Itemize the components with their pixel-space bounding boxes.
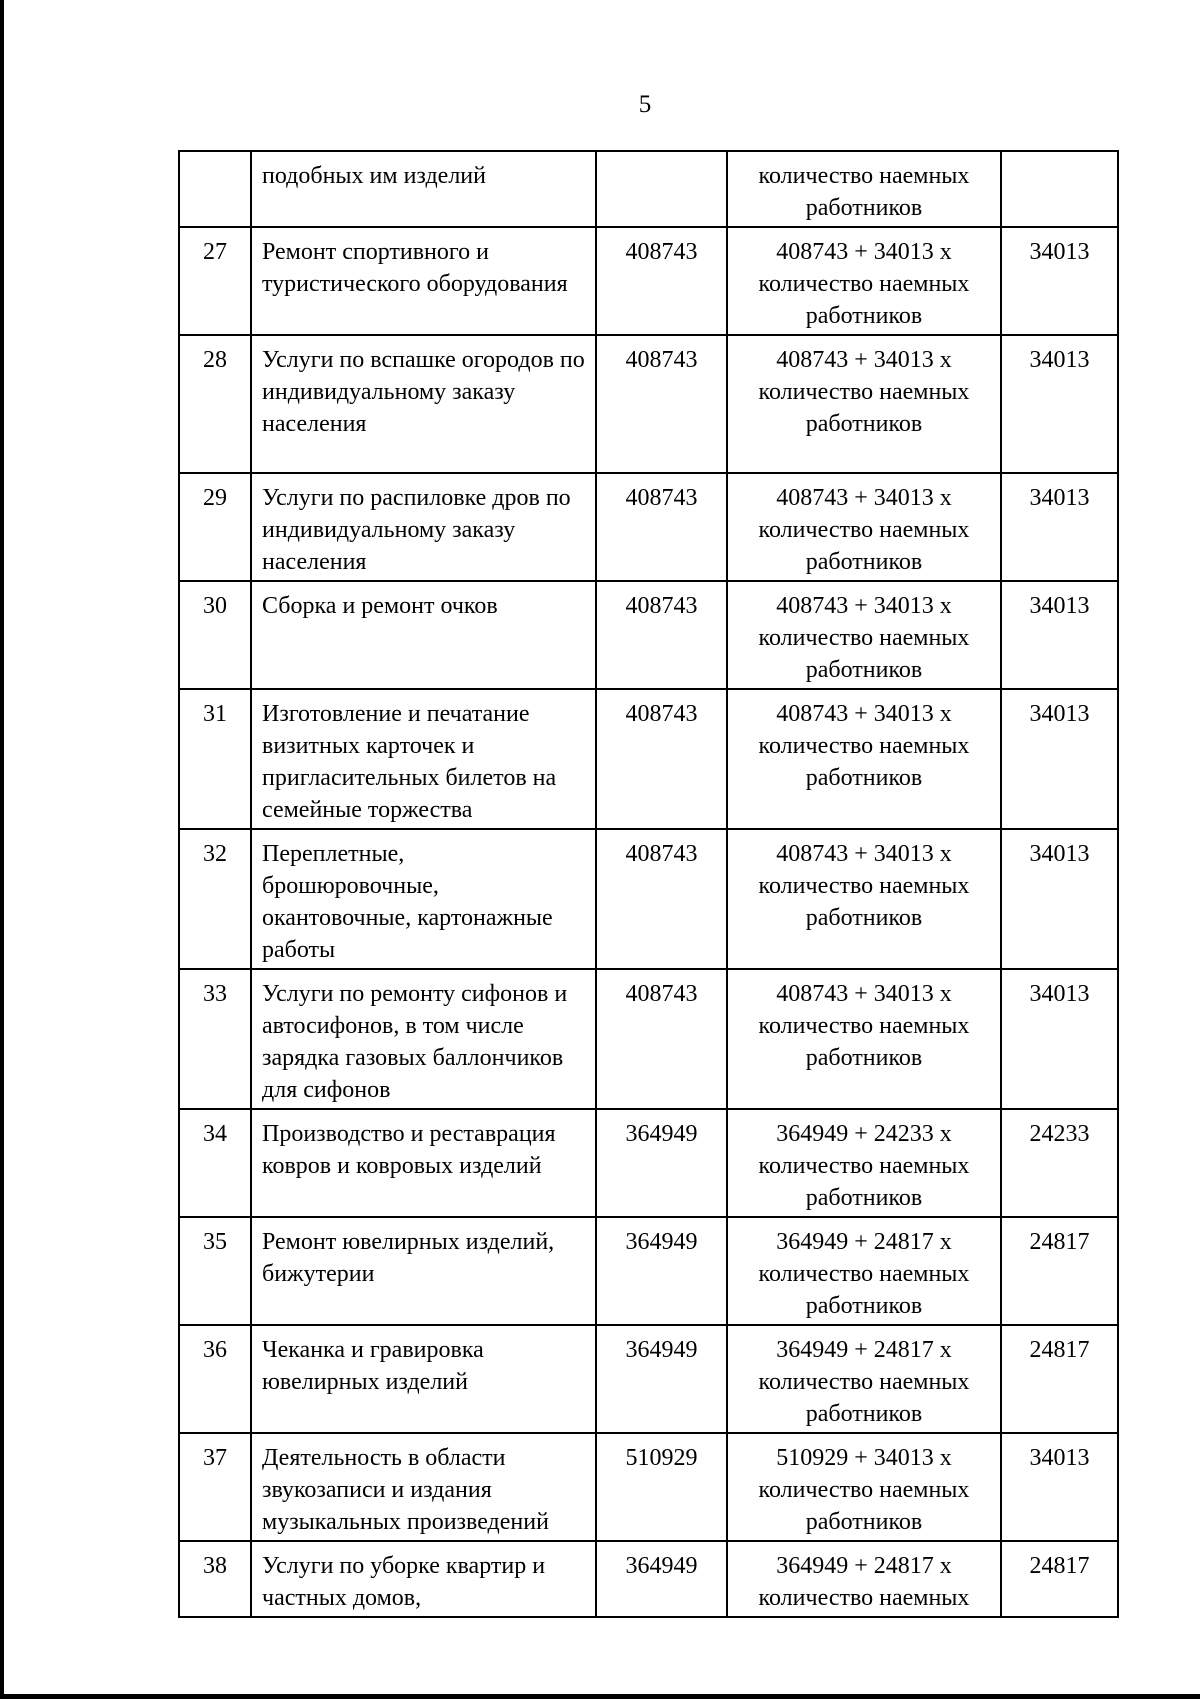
per-worker-amount: 34013 (1001, 689, 1118, 829)
row-number: 35 (179, 1217, 251, 1325)
activity-name: Услуги по ремонту сифонов и автосифонов, в том числе зарядка газовых баллончиков для сифонов (251, 969, 596, 1109)
base-amount (596, 151, 727, 227)
activity-name: подобных им изделий (251, 151, 596, 227)
activity-name: Деятельность в области звукозаписи и издания музыкальных произведений (251, 1433, 596, 1541)
per-worker-amount: 24233 (1001, 1109, 1118, 1217)
row-number: 36 (179, 1325, 251, 1433)
base-amount: 408743 (596, 473, 727, 581)
row-number: 31 (179, 689, 251, 829)
table-row (179, 227, 1118, 335)
base-amount: 364949 (596, 1541, 727, 1617)
formula: 408743 + 34013 х количество наемных работников (727, 969, 1001, 1109)
table-row (179, 473, 1118, 581)
per-worker-amount: 24817 (1001, 1325, 1118, 1433)
activity-name: Производство и реставрация ковров и ковровых изделий (251, 1109, 596, 1217)
table-row (179, 1217, 1118, 1325)
per-worker-amount: 34013 (1001, 829, 1118, 969)
per-worker-amount: 24817 (1001, 1217, 1118, 1325)
row-number: 29 (179, 473, 251, 581)
base-amount: 408743 (596, 969, 727, 1109)
table-row (179, 829, 1118, 969)
base-amount: 408743 (596, 829, 727, 969)
activity-name: Ремонт спортивного и туристического оборудования (251, 227, 596, 335)
table-row (179, 1325, 1118, 1433)
formula: 364949 + 24817 х количество наемных работников (727, 1217, 1001, 1325)
formula: 510929 + 34013 х количество наемных работников (727, 1433, 1001, 1541)
formula: 364949 + 24817 х количество наемных работников (727, 1325, 1001, 1433)
formula: 408743 + 34013 х количество наемных работников (727, 581, 1001, 689)
table-row (179, 581, 1118, 689)
base-amount: 510929 (596, 1433, 727, 1541)
table-row (179, 969, 1118, 1109)
row-number: 30 (179, 581, 251, 689)
table-row (179, 335, 1118, 473)
formula: 408743 + 34013 х количество наемных работников (727, 227, 1001, 335)
formula: 364949 + 24817 х количество наемных (727, 1541, 1001, 1617)
activity-name: Переплетные, брошюровочные, окантовочные, картонажные работы (251, 829, 596, 969)
row-number: 38 (179, 1541, 251, 1617)
row-number: 27 (179, 227, 251, 335)
table-row (179, 689, 1118, 829)
base-amount: 364949 (596, 1325, 727, 1433)
base-amount: 364949 (596, 1217, 727, 1325)
formula: количество наемных работников (727, 151, 1001, 227)
row-number: 37 (179, 1433, 251, 1541)
activity-name: Услуги по вспашке огородов по индивидуальному заказу населения (251, 335, 596, 473)
page-number: 5 (638, 91, 652, 118)
row-number (179, 151, 251, 227)
row-number: 28 (179, 335, 251, 473)
formula: 364949 + 24233 х количество наемных работников (727, 1109, 1001, 1217)
row-number: 32 (179, 829, 251, 969)
base-amount: 364949 (596, 1109, 727, 1217)
per-worker-amount: 34013 (1001, 227, 1118, 335)
base-amount: 408743 (596, 581, 727, 689)
per-worker-amount: 24817 (1001, 1541, 1118, 1617)
per-worker-amount: 34013 (1001, 473, 1118, 581)
per-worker-amount: 34013 (1001, 581, 1118, 689)
table-row (179, 1433, 1118, 1541)
table-row (179, 151, 1118, 227)
per-worker-amount: 34013 (1001, 1433, 1118, 1541)
tariff-table-body (179, 151, 1118, 1617)
table-row (179, 1109, 1118, 1217)
activity-name: Услуги по уборке квартир и частных домов, (251, 1541, 596, 1617)
per-worker-amount: 34013 (1001, 969, 1118, 1109)
table-row (179, 1541, 1118, 1617)
base-amount: 408743 (596, 689, 727, 829)
activity-name: Сборка и ремонт очков (251, 581, 596, 689)
formula: 408743 + 34013 х количество наемных работников (727, 829, 1001, 969)
per-worker-amount (1001, 151, 1118, 227)
activity-name: Изготовление и печатание визитных карточек и пригласительных билетов на семейные торжества (251, 689, 596, 829)
per-worker-amount: 34013 (1001, 335, 1118, 473)
scan-edge-bottom (0, 1694, 1200, 1699)
activity-name: Услуги по распиловке дров по индивидуальному заказу населения (251, 473, 596, 581)
tariff-table (178, 150, 1119, 1618)
formula: 408743 + 34013 х количество наемных работников (727, 473, 1001, 581)
row-number: 34 (179, 1109, 251, 1217)
scan-edge-left (0, 0, 4, 1699)
activity-name: Чеканка и гравировка ювелирных изделий (251, 1325, 596, 1433)
base-amount: 408743 (596, 227, 727, 335)
formula: 408743 + 34013 х количество наемных работников (727, 689, 1001, 829)
formula: 408743 + 34013 х количество наемных работников (727, 335, 1001, 473)
activity-name: Ремонт ювелирных изделий, бижутерии (251, 1217, 596, 1325)
base-amount: 408743 (596, 335, 727, 473)
row-number: 33 (179, 969, 251, 1109)
